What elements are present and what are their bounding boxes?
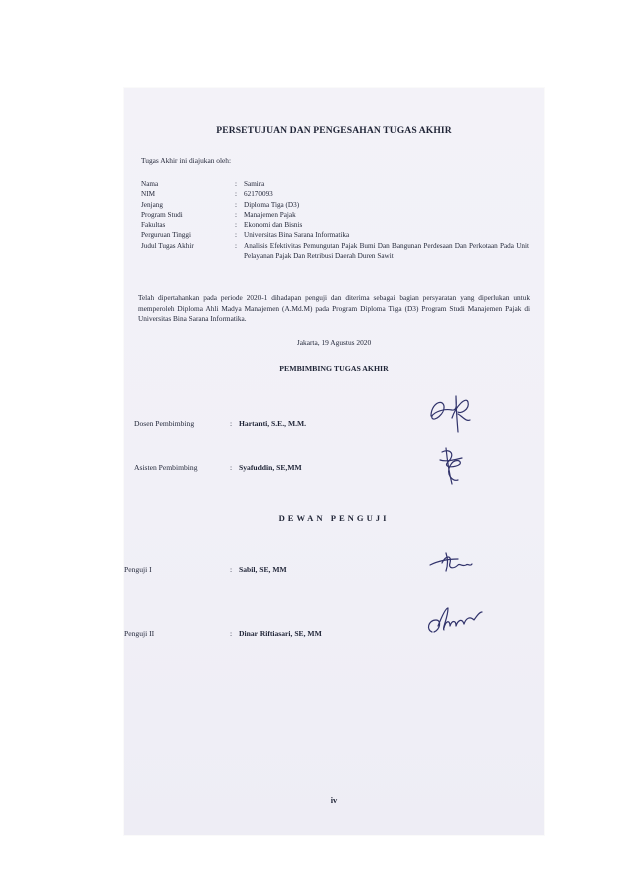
signature-sabil (428, 551, 474, 573)
signatory-role: Asisten Pembimbing (134, 463, 198, 472)
signatory-role: Penguji I (124, 565, 152, 574)
info-row-faculty (141, 220, 529, 230)
info-label: Fakultas (141, 221, 166, 230)
intro-text: Tugas Akhir ini diajukan oleh: (141, 156, 232, 165)
examiner-board-heading: DEWAN PENGUJI (278, 513, 390, 523)
document-page (124, 88, 544, 835)
info-value: Ekonomi dan Bisnis (244, 221, 303, 230)
info-label: Jenjang (141, 200, 163, 209)
info-label: Nama (141, 180, 159, 188)
signature-hartanti (428, 388, 474, 436)
examiner-row-1 (124, 565, 287, 574)
info-row-level (141, 200, 529, 210)
approval-statement: Telah dipertahankan pada periode 2020-1 dihadapan penguji dan diterima sebagai bagian persyaratan yang diperlukan untuk memperoleh Diploma Ahli Madya Manajemen (A.Md.M) pada Program Diploma Tiga (D3) Program Studi Manajemen Pajak di Universitas Bina Sarana Informatika. (138, 293, 530, 324)
info-value: Manajemen Pajak (244, 210, 296, 219)
info-colon: : (235, 180, 237, 188)
examiner-row-2 (124, 629, 322, 638)
info-label: Perguruan Tinggi (141, 231, 191, 240)
signatory-colon: : (230, 565, 233, 574)
info-colon: : (235, 221, 237, 230)
info-value: 62170093 (244, 190, 273, 199)
info-colon: : (235, 210, 237, 219)
info-row-thesis-title (141, 241, 529, 262)
place-date: Jakarta, 19 Agustus 2020 (296, 338, 372, 347)
supervisor-heading: PEMBIMBING TUGAS AKHIR (279, 364, 389, 373)
signatory-colon: : (230, 629, 233, 638)
info-colon: : (235, 200, 237, 209)
info-row-name (141, 179, 529, 189)
signatory-colon: : (230, 419, 233, 428)
info-colon: : (235, 241, 237, 250)
info-row-nim (141, 189, 529, 199)
signature-dinar (424, 604, 484, 638)
info-row-university (141, 230, 529, 240)
supervisor-row-main (134, 419, 306, 428)
signatory-role: Penguji II (124, 629, 155, 638)
info-value: Diploma Tiga (D3) (244, 200, 300, 209)
info-colon: : (235, 190, 237, 199)
info-value: Universitas Bina Sarana Informatika (244, 231, 350, 240)
signatory-name: Dinar Riftiasari, SE, MM (239, 629, 322, 638)
supervisor-row-assistant (134, 463, 302, 472)
student-info (141, 179, 529, 261)
info-colon: : (235, 231, 237, 240)
signatory-role: Dosen Pembimbing (134, 419, 195, 428)
info-label: Program Studi (141, 210, 183, 219)
signatory-colon: : (230, 463, 233, 472)
signatory-name: Hartanti, S.E., M.M. (239, 419, 307, 428)
info-label: Judul Tugas Akhir (141, 241, 194, 250)
signatory-name: Syafuddin, SE,MM (239, 463, 302, 472)
info-row-program (141, 210, 529, 220)
info-value: Analisis Efektivitas Pemungutan Pajak Bumi Dan Bangunan Perdesaan Dan Perkotaan Pada Unit Pelayanan Pajak Dan Retribusi Daerah Duren Sawit (244, 241, 529, 261)
info-label: NIM (141, 190, 155, 199)
document-title: PERSETUJUAN DAN PENGESAHAN TUGAS AKHIR (216, 125, 452, 136)
info-value: Samira (244, 180, 265, 188)
page-number: iv (330, 796, 338, 805)
signatory-name: Sabil, SE, MM (239, 565, 287, 574)
signature-syafuddin (436, 446, 466, 486)
